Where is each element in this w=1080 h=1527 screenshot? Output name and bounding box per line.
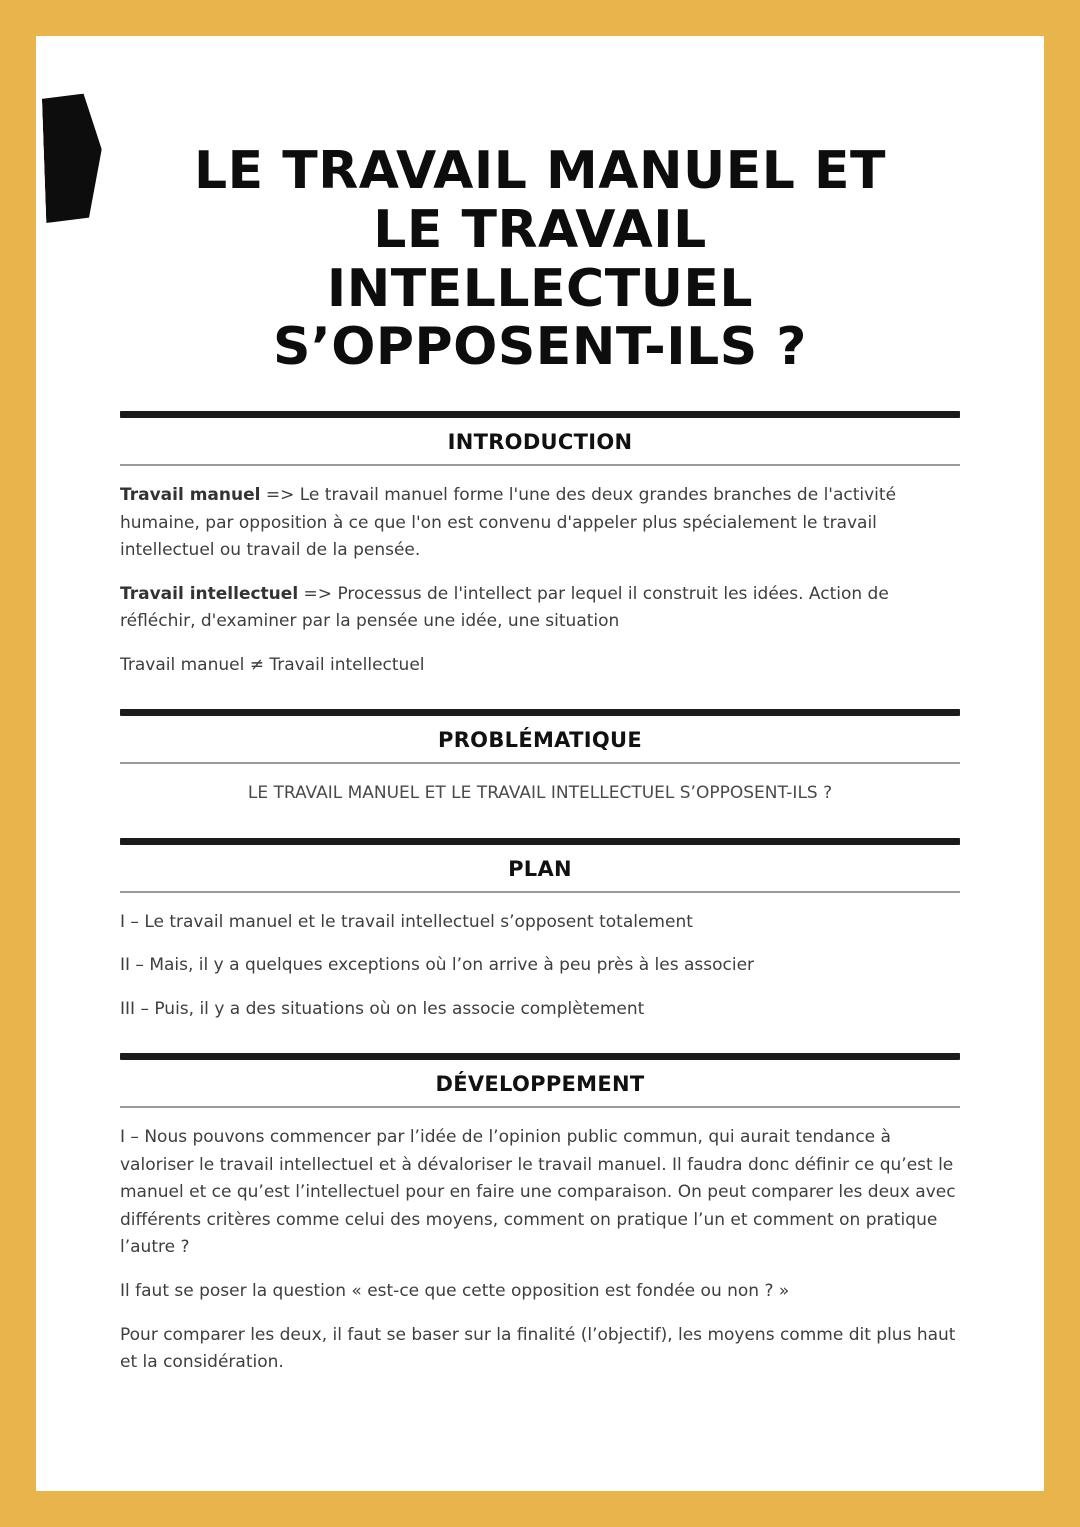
section-divider-bar bbox=[120, 838, 960, 845]
title-line-2: LE TRAVAIL bbox=[373, 199, 707, 260]
definition-term: Travail intellectuel bbox=[120, 583, 299, 604]
bookmark-ribbon-icon bbox=[42, 93, 104, 223]
section-divider-bar bbox=[120, 1053, 960, 1060]
title-line-4: S’OPPOSENT-ILS ? bbox=[273, 317, 807, 378]
section-developpement bbox=[120, 1053, 960, 1376]
section-introduction bbox=[120, 411, 960, 679]
developpement-paragraph-3: Pour comparer les deux, il faut se baser sur la finalité (l’objectif), les moyens comme dit plus haut et la considération. bbox=[120, 1324, 956, 1373]
definition-text: => Le travail manuel forme l'une des deux grandes branches de l'activité humaine, par opposition à ce que l'on est convenu d'appeler plus spécialement le travail intellectuel ou travail de la pensée. bbox=[120, 485, 897, 561]
developpement-body bbox=[120, 1124, 960, 1376]
section-problematique bbox=[120, 709, 960, 808]
heading-underline bbox=[120, 891, 960, 893]
heading-underline bbox=[120, 762, 960, 764]
section-heading-plan: PLAN bbox=[508, 856, 572, 881]
title-line-3: INTELLECTUEL bbox=[326, 258, 754, 319]
document-page bbox=[36, 36, 1044, 1491]
problematique-body bbox=[120, 780, 960, 808]
heading-underline bbox=[120, 464, 960, 466]
developpement-paragraph-1: I – Nous pouvons commencer par l’idée de l’opinion public commun, qui aurait tendance à valoriser le travail intellectuel et à dévaloriser le travail manuel. Il faudra donc définir ce qu’est le manuel et ce qu’est l’intellectuel pour en faire une comparaison. On peut comparer les deux avec différents critères comme celui des moyens, comment on pratique l’un et comment on pratique l’autre ? bbox=[120, 1127, 956, 1258]
section-plan bbox=[120, 838, 960, 1024]
plan-item-3: III – Puis, il y a des situations où on les associe complètement bbox=[120, 998, 645, 1019]
page-title bbox=[120, 142, 960, 377]
section-divider-bar bbox=[120, 411, 960, 418]
problematique-question: LE TRAVAIL MANUEL ET LE TRAVAIL INTELLECTUEL S’OPPOSENT-ILS ? bbox=[247, 783, 833, 804]
paragraph-inequality: Travail manuel ≠ Travail intellectuel bbox=[120, 654, 425, 675]
title-line-1: LE TRAVAIL MANUEL ET bbox=[193, 141, 887, 201]
introduction-body bbox=[120, 482, 960, 679]
definition-term: Travail manuel bbox=[120, 485, 261, 505]
plan-item-2: II – Mais, il y a quelques exceptions où l’on arrive à peu près à les associer bbox=[120, 955, 755, 976]
section-divider-bar bbox=[120, 709, 960, 716]
paragraph-travail-intellectuel bbox=[120, 581, 960, 636]
plan-body bbox=[120, 909, 960, 1024]
definition-text: => Processus de l'intellect par lequel il construit les idées. Action de réfléchir, d'examiner par la pensée une idée, une situation bbox=[120, 583, 889, 632]
developpement-paragraph-2: Il faut se poser la question « est-ce que cette opposition est fondée ou non ? » bbox=[120, 1280, 790, 1301]
section-heading-introduction: INTRODUCTION bbox=[447, 430, 633, 454]
plan-item-1: I – Le travail manuel et le travail intellectuel s’opposent totalement bbox=[120, 911, 693, 932]
section-heading-developpement: DÉVELOPPEMENT bbox=[435, 1072, 645, 1097]
paragraph-travail-manuel bbox=[120, 482, 960, 565]
section-heading-problematique: PROBLÉMATIQUE bbox=[438, 728, 642, 753]
heading-underline bbox=[120, 1106, 960, 1108]
